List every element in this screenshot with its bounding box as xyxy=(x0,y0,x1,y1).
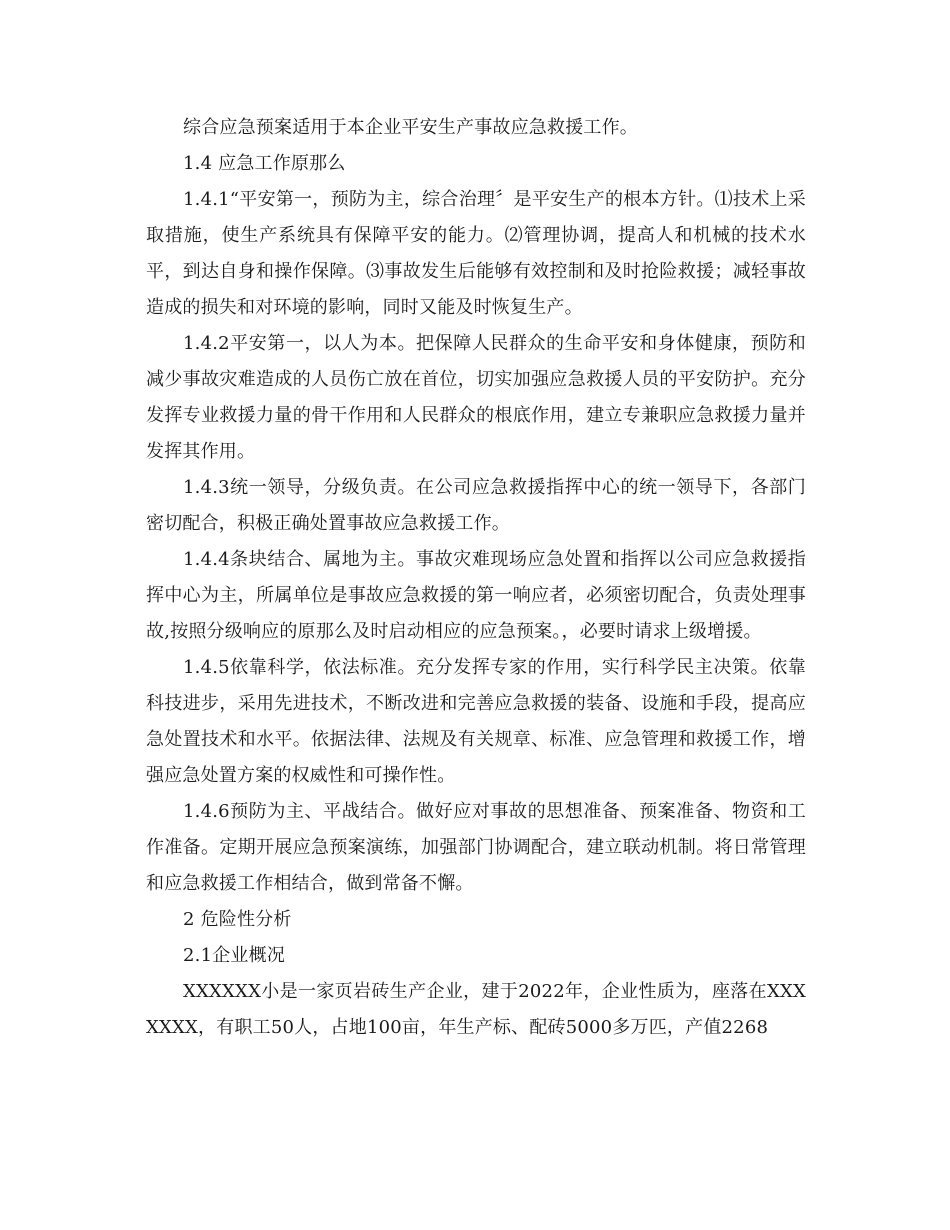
heading-2: 2 危险性分析 xyxy=(183,909,292,930)
document-body xyxy=(146,110,806,1046)
paragraph-company-overview: XXXXXX小是一家页岩砖生产企业，建于2022年，企业性质为，座落在XXXXXXX，有职工50人，占地100亩，年生产标、配砖5000多万匹，产值2268 xyxy=(146,981,806,1038)
paragraph-1-4-3: 1.4.3统一领导，分级负责。在公司应急救援指挥中心的统一领导下，各部门密切配合，积极正确处置事故应急救援工作。 xyxy=(146,477,806,534)
heading-1-4: 1.4 应急工作原那么 xyxy=(183,153,346,174)
paragraph-1-4-6: 1.4.6预防为主、平战结合。做好应对事故的思想准备、预案准备、物资和工作准备。定期开展应急预案演练，加强部门协调配合，建立联动机制。将日常管理和应急救援工作相结合，做到常备不懈。 xyxy=(146,801,806,894)
paragraph-1-4-2: 1.4.2平安第一，以人为本。把保障人民群众的生命平安和身体健康，预防和减少事故灾难造成的人员伤亡放在首位，切实加强应急救援人员的平安防护。充分发挥专业救援力量的骨干作用和人民群众的根底作用，建立专兼职应急救援力量并发挥其作用。 xyxy=(146,333,806,462)
paragraph-1-4-4: 1.4.4条块结合、属地为主。事故灾难现场应急处置和指挥以公司应急救援指挥中心为主，所属单位是事故应急救援的第一响应者，必须密切配合，负责处理事故,按照分级响应的原那么及时启动相应的应急预案。，必要时请求上级增援。 xyxy=(146,549,806,642)
paragraph-scope: 综合应急预案适用于本企业平安生产事故应急救援工作。 xyxy=(183,117,638,138)
paragraph-1-4-5: 1.4.5依靠科学，依法标准。充分发挥专家的作用，实行科学民主决策。依靠科技进步，采用先进技术，不断改进和完善应急救援的装备、设施和手段，提高应急处置技术和水平。依据法律、法规及有关规章、标准、应急管理和救援工作，增强应急处置方案的权威性和可操作性。 xyxy=(146,657,806,786)
paragraph-1-4-1: 1.4.1“平安第一，预防为主，综合治理〞是平安生产的根本方针。⑴技术上采取措施，使生产系统具有保障平安的能力。⑵管理协调，提高人和机械的技术水平，到达自身和操作保障。⑶事故发生后能够有效控制和及时抢险救援；减轻事故造成的损失和对环境的影响，同时又能及时恢复生产。 xyxy=(146,189,806,318)
heading-2-1: 2.1企业概况 xyxy=(183,945,286,966)
